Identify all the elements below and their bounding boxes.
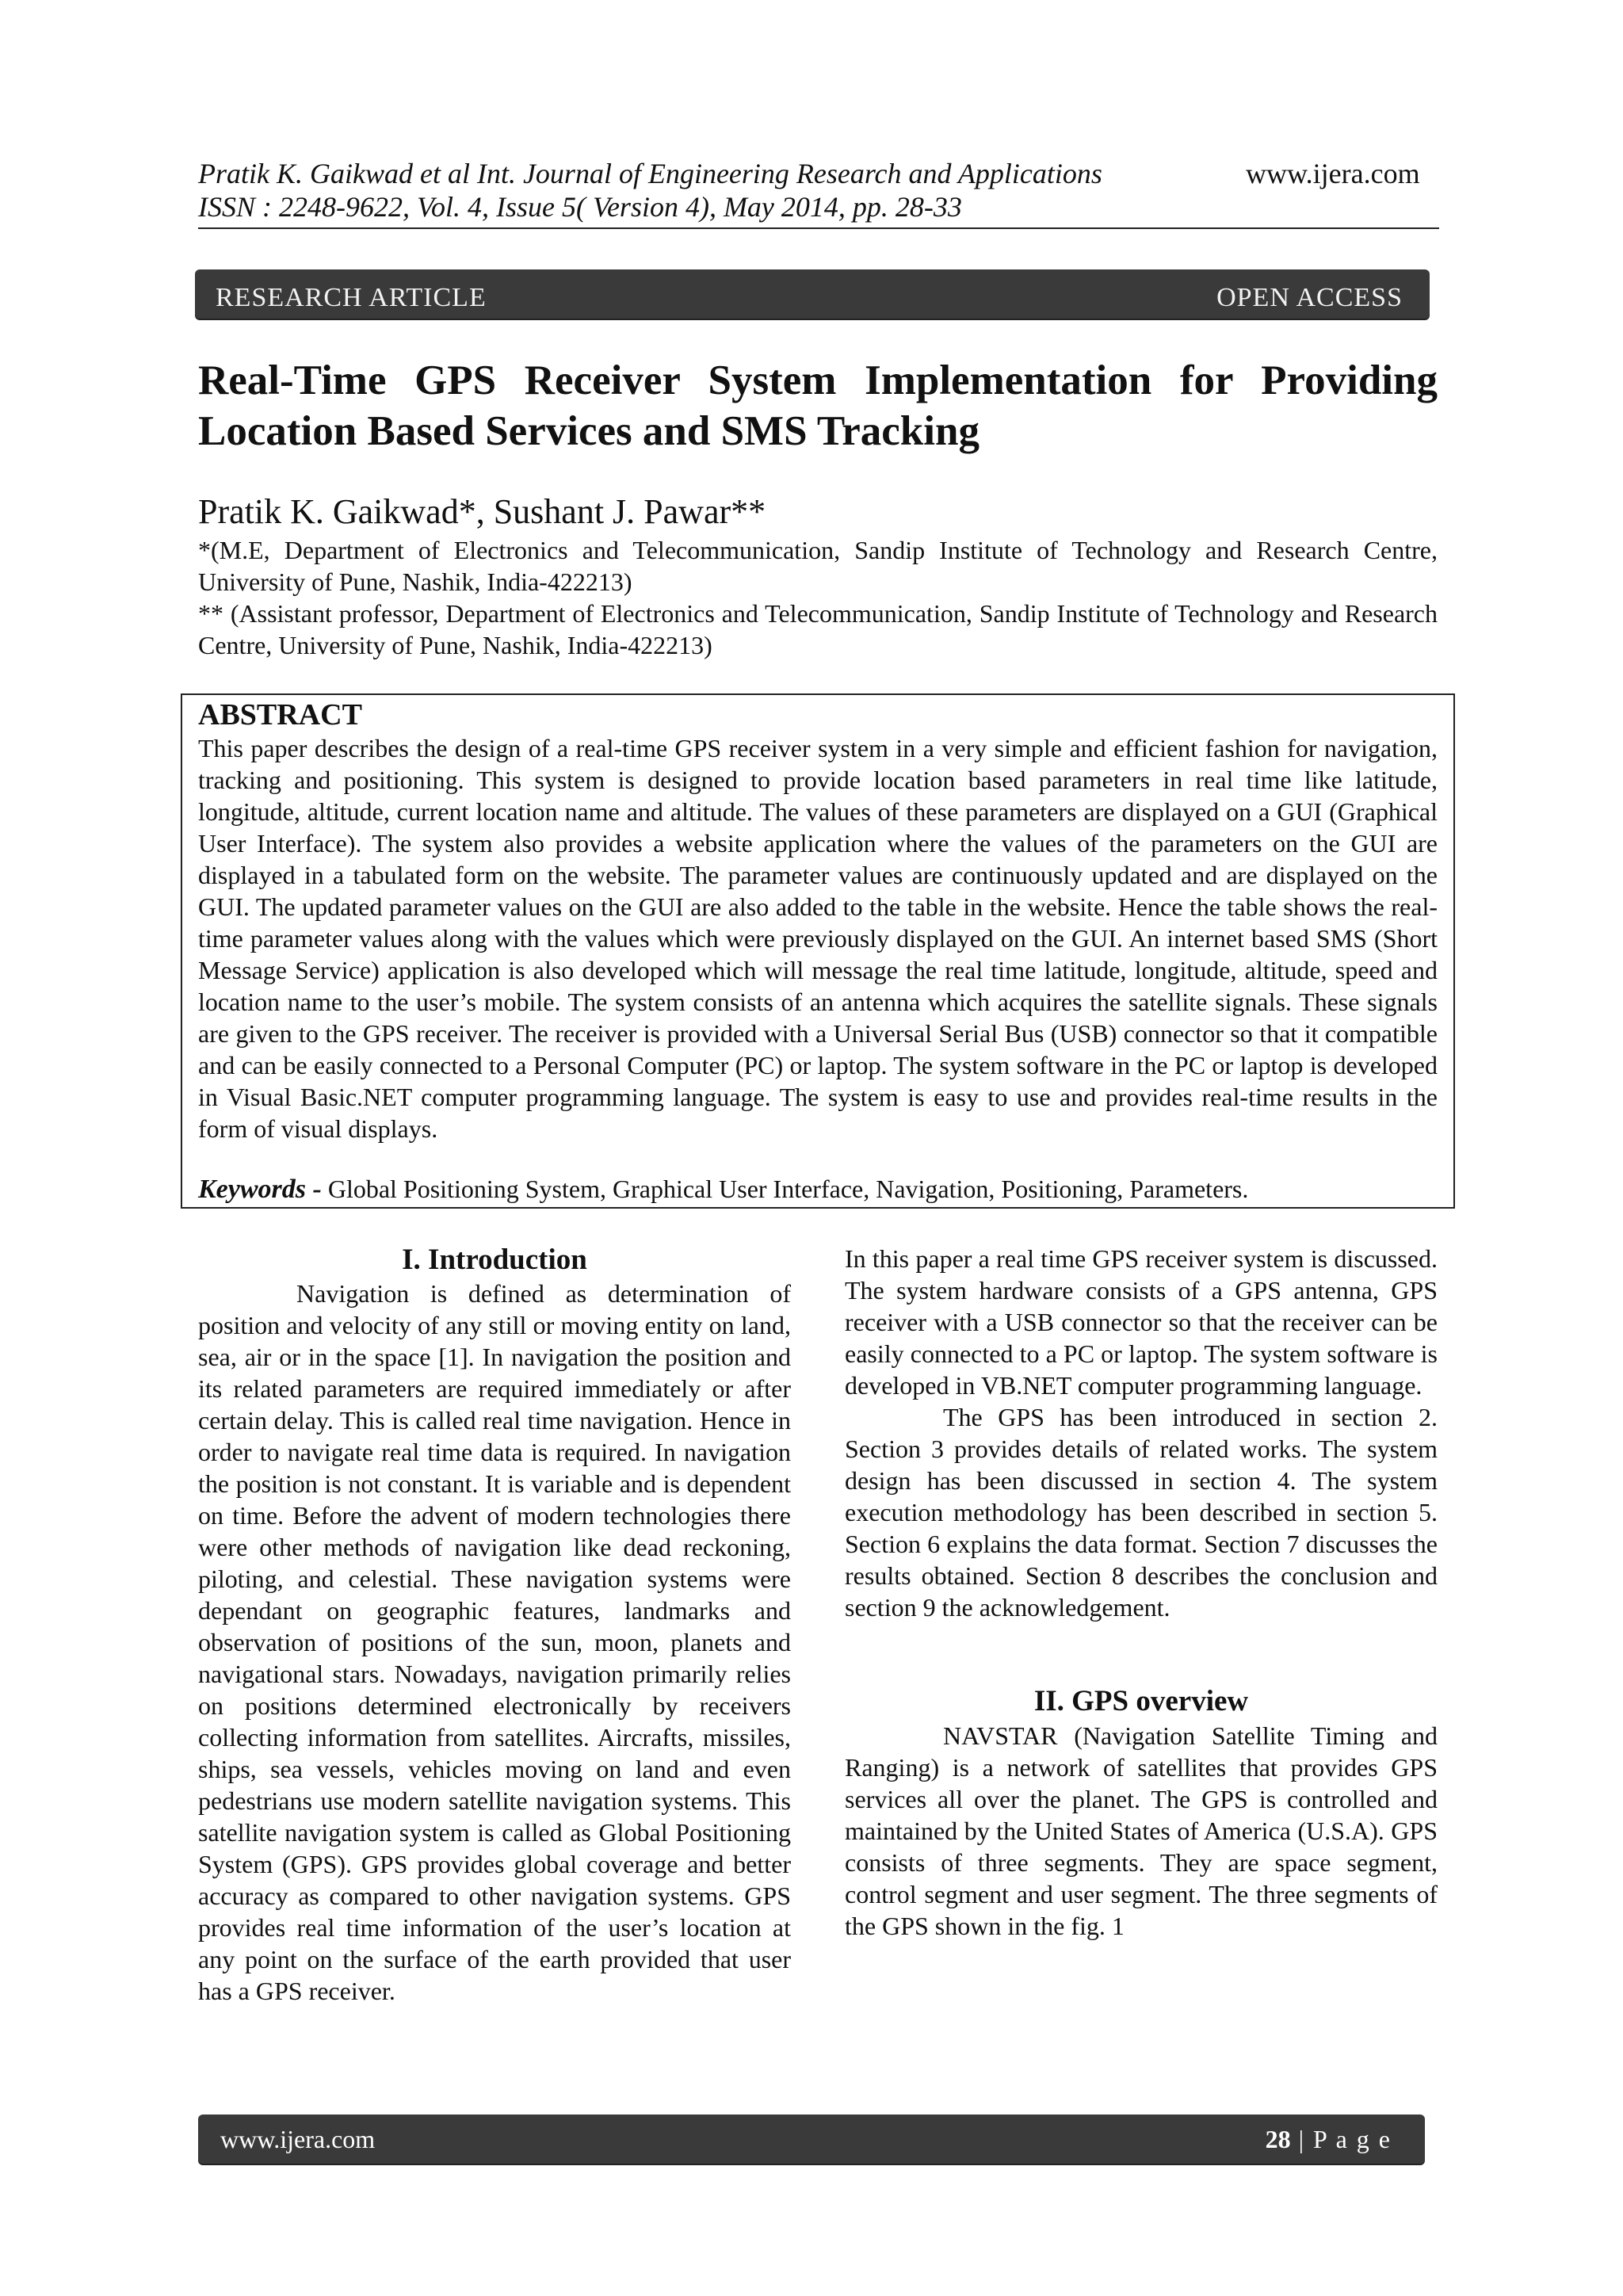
article-type-label: RESEARCH ARTICLE — [216, 283, 487, 312]
intro-paragraph-3: The GPS has been introduced in section 2. Section 3 provides details of related works. The system design has been discussed in section 4. The system execution methodology has been described in section 5. Section 6 explains the data format. Section 7 discusses the results obtained. Section 8 describes the conclusion and section 9 the acknowledgement. — [845, 1403, 1438, 1622]
access-type-label: OPEN ACCESS — [1216, 283, 1403, 312]
page-label: | P a g e — [1290, 2125, 1392, 2153]
paper-title: Real-Time GPS Receiver System Implementation for Providing Location Based Services and SMS Tracking — [198, 357, 1438, 454]
intro-paragraph: Navigation is defined as determination of position and velocity of any still or moving entity on land, sea, air or in the space [1]. In navigation the position and its related parameters are required immediately or after certain delay. This is called real time navigation. Hence in order to navigate real time data is required. In navigation the position is not constant. It is variable and is dependent on time. Before the advent of modern technologies there were other methods of navigation like dead reckoning, piloting, and celestial. These navigation systems were dependant on geographic features, landmarks and observation of positions of the sun, moon, planets and navigational stars. Nowadays, navigation primarily relies on positions determined electronically by receivers collecting information from satellites. Aircrafts, missiles, ships, sea vessels, vehicles moving on land and even pedestrians use modern satellite navigation systems. This satellite navigation system is called as Global Positioning System (GPS). GPS provides global coverage and better accuracy as compared to other navigation systems. GPS provides real time information of the user’s location at any point on the surface of the earth provided that user has a GPS receiver. — [198, 1279, 791, 2005]
footer-website: www.ijera.com — [220, 2125, 376, 2153]
article-type-banner — [195, 269, 1430, 319]
keywords-line — [198, 1173, 1438, 1205]
footer-bar — [198, 2115, 1425, 2164]
section-1-heading: I. Introduction — [402, 1244, 587, 1276]
page-number: 28 — [1265, 2125, 1291, 2153]
header-rule — [198, 227, 1439, 229]
right-column-top — [845, 1243, 1438, 1623]
keywords-text: Global Positioning System, Graphical User Interface, Navigation, Positioning, Parameters. — [321, 1175, 1249, 1203]
affiliation-2: ** (Assistant professor, Department of Electronics and Telecommunication, Sandip Institute of Technology and Research Centre, University of Pune, Nashik, India-422213) — [198, 599, 1438, 659]
abstract-text: This paper describes the design of a real-time GPS receiver system in a very simple and efficient fashion for navigation, tracking and positioning. This system is designed to provide location based parameters in real time like latitude, longitude, altitude, current location name and altitude. The values of these parameters are displayed on a GUI (Graphical User Interface). The system also provides a website application where the values of the parameters on the GUI are displayed in a tabulated form on the website. The parameter values are continuously updated and are displayed on the GUI. The updated parameter values on the GUI are also added to the table in the website. Hence the table shows the real-time parameter values along with the values which were previously displayed on the GUI. An internet based SMS (Short Message Service) application is also developed which will message the real time latitude, longitude, altitude, speed and location name to the user’s mobile. The system consists of an antenna which acquires the satellite signals. These signals are given to the GPS receiver. The receiver is provided with a Universal Serial Bus (USB) connector so that it compatible and can be easily connected to a Personal Computer (PC) or laptop. The system software in the PC or laptop is developed in Visual Basic.NET computer programming language. The system is easy to use and provides real-time results in the form of visual displays. — [198, 734, 1438, 1143]
keywords-label: Keywords - — [198, 1175, 322, 1204]
gps-overview-paragraph: NAVSTAR (Navigation Satellite Timing and Ranging) is a network of satellites that provides GPS services all over the planet. The GPS is controlled and maintained by the United States of America (U.S.A). GPS consists of three segments. They are space segment, control segment and user segment. The three segments of the GPS shown in the fig. 1 — [845, 1721, 1438, 1940]
running-header-journal: Pratik K. Gaikwad et al Int. Journal of Engineering Research and Applications — [198, 158, 1102, 189]
left-column — [198, 1278, 791, 2007]
footer-page-number — [1266, 2124, 1392, 2154]
author-list: Pratik K. Gaikwad*, Sushant J. Pawar** — [198, 492, 766, 531]
right-column-bottom — [845, 1720, 1438, 1942]
affiliation-1: *(M.E, Department of Electronics and Telecommunication, Sandip Institute of Technology and Research Centre, University of Pune, Nashik, India-422213) — [198, 536, 1438, 596]
running-header-website: www.ijera.com — [1246, 158, 1420, 189]
abstract-heading: ABSTRACT — [198, 698, 362, 732]
intro-paragraph-2: In this paper a real time GPS receiver system is discussed. The system hardware consists of a GPS antenna, GPS receiver with a USB connector so that the receiver can be easily connected to a PC or laptop. The system software is developed in VB.NET computer programming language. — [845, 1244, 1438, 1400]
running-header-issn: ISSN : 2248-9622, Vol. 4, Issue 5( Version 4), May 2014, pp. 28-33 — [198, 191, 962, 223]
section-2-heading: II. GPS overview — [1033, 1685, 1249, 1717]
